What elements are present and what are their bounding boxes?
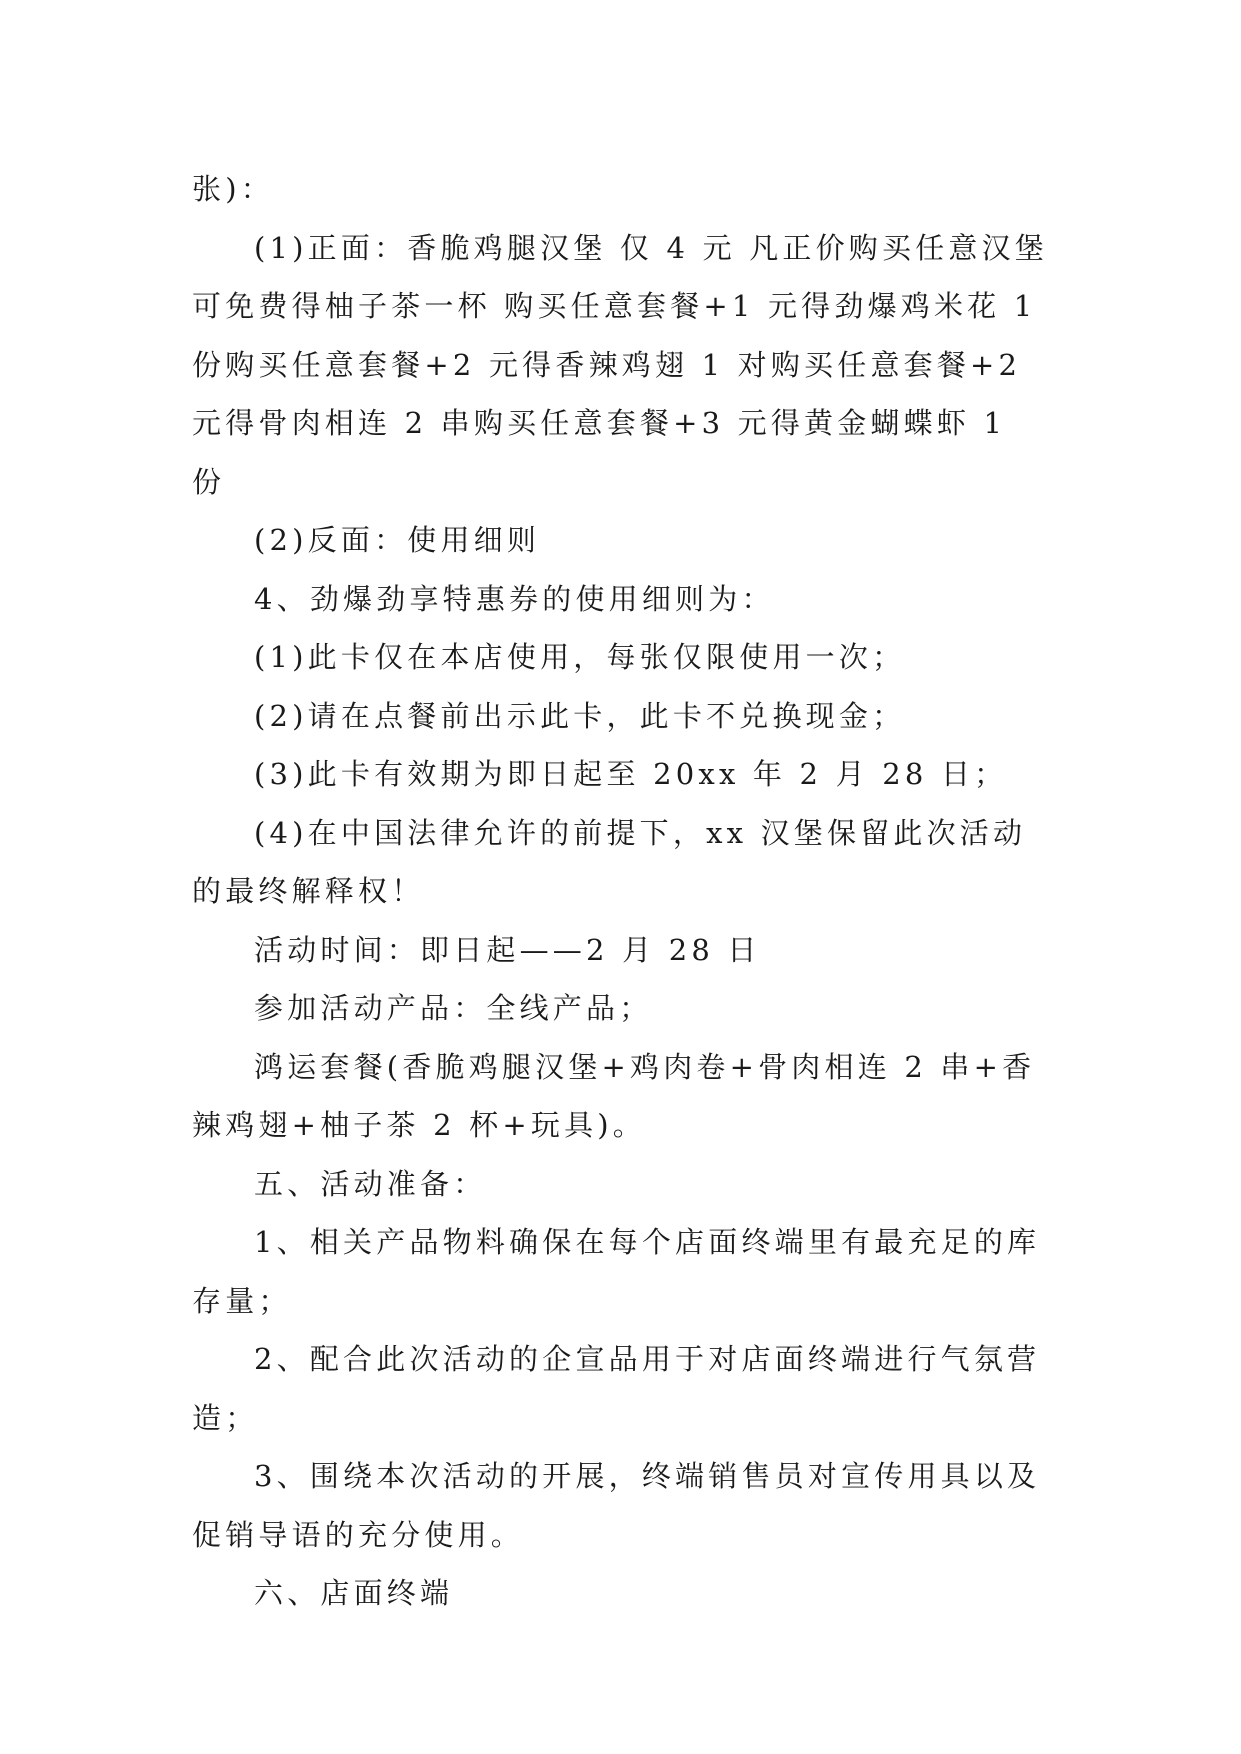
paragraph-continuation: 张)： <box>192 172 274 206</box>
usage-rules-heading: 4、劲爆劲享特惠券的使用细则为： <box>254 581 775 616</box>
preparation-item-3: 3、围绕本次活动的开展，终端销售员对宣传用具以及促销导语的充分使用。 <box>192 1459 1041 1552</box>
coupon-front-text: (1)正面：香脆鸡腿汉堡 仅 4 元 凡正价购买任意汉堡可免费得柚子茶一杯 购买任意套餐+1 元得劲爆鸡米花 1 份购买任意套餐+2 元得香辣鸡翅 1 对购买任意套餐+2 元得骨肉相连 2 串购买任意套餐+3 元得黄金蝴蝶虾 1 份 <box>192 230 1050 499</box>
activity-products: 参加活动产品：全线产品； <box>254 991 653 1025</box>
activity-time: 活动时间：即日起——2 月 28 日 <box>254 932 761 967</box>
lucky-combo: 鸿运套餐(香脆鸡腿汉堡+鸡肉卷+骨肉相连 2 串+香辣鸡翅+柚子茶 2 杯+玩具)。 <box>192 1049 1036 1142</box>
section-heading-store-terminal: 六、店面终端 <box>254 1576 454 1610</box>
usage-rule-3: (3)此卡有效期为即日起至 20xx 年 2 月 28 日； <box>254 757 1008 791</box>
section-heading-preparation: 五、活动准备： <box>254 1166 487 1201</box>
usage-rule-1: (1)此卡仅在本店使用，每张仅限使用一次； <box>254 640 906 674</box>
coupon-back-text: (2)反面：使用细则 <box>254 523 541 557</box>
preparation-item-1: 1、相关产品物料确保在每个店面终端里有最充足的库存量； <box>192 1225 1041 1318</box>
usage-rule-4: (4)在中国法律允许的前提下，xx 汉堡保留此次活动的最终解释权！ <box>192 815 1027 908</box>
preparation-item-2: 2、配合此次活动的企宣品用于对店面终端进行气氛营造； <box>192 1342 1041 1435</box>
usage-rule-2: (2)请在点餐前出示此卡，此卡不兑换现金； <box>254 698 906 733</box>
document-page <box>192 160 1050 1623</box>
